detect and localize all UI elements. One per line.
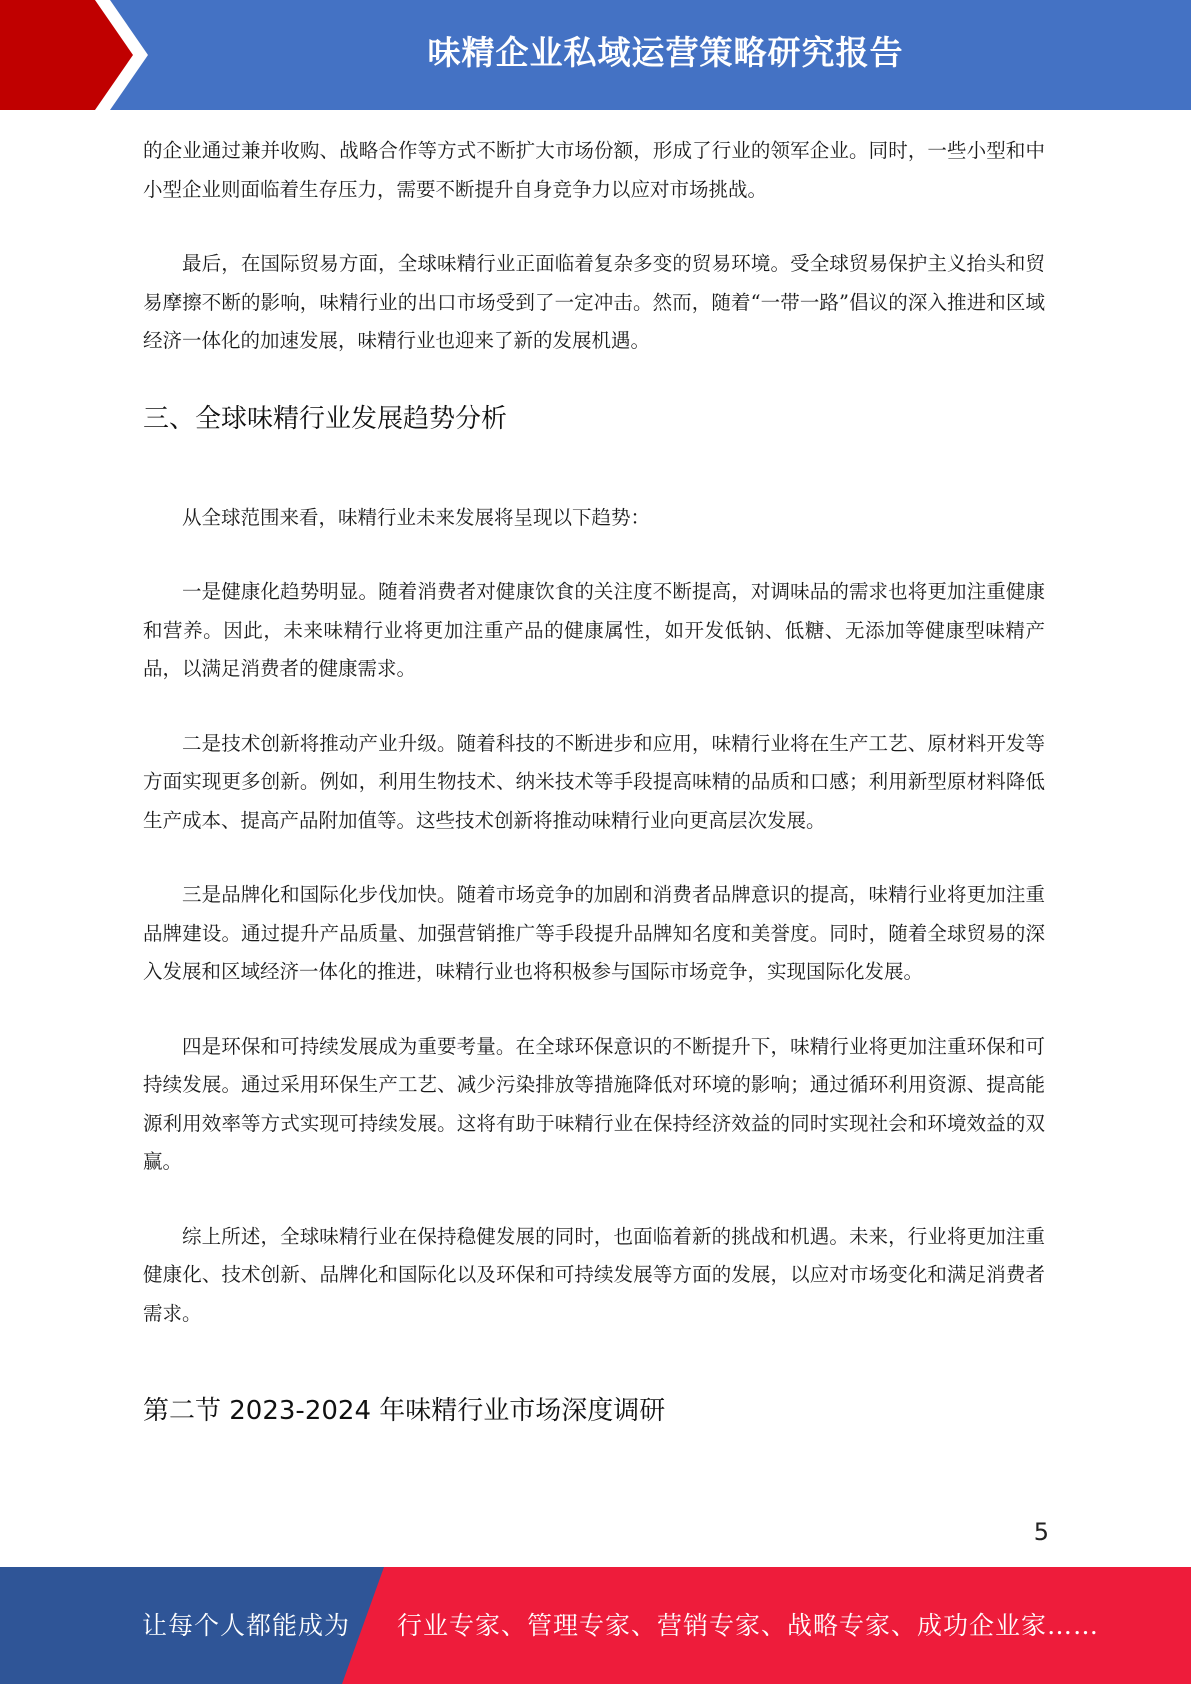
header-arrow-decoration — [0, 0, 160, 110]
footer-slogan-left: 让每个人都能成为 — [142, 1611, 351, 1640]
paragraph-trend-branding: 三是品牌化和国际化步伐加快。随着市场竞争的加剧和消费者品牌意识的提高，味精行业将更加注重品牌建设。通过提升产品质量、加强营销推广等手段提升品牌知名度和美誉度。同时，随着全球贸易的深入发展和区域经济一体化的推进，味精行业也将积极参与国际市场竞争，实现国际化发展。 — [143, 883, 1045, 983]
paragraph-international-trade: 最后，在国际贸易方面，全球味精行业正面临着复杂多变的贸易环境。受全球贸易保护主义抬头和贸易摩擦不断的影响，味精行业的出口市场受到了一定冲击。然而，随着“一带一路”倡议的深入推进和区域经济一体化的加速发展，味精行业也迎来了新的发展机遇。 — [143, 252, 1045, 352]
section-heading: 三、全球味精行业发展趋势分析 — [143, 403, 508, 434]
paragraph-trend-health: 一是健康化趋势明显。随着消费者对健康饮食的关注度不断提高，对调味品的需求也将更加注重健康和营养。因此，未来味精行业将更加注重产品的健康属性，如开发低钠、低糖、无添加等健康型味精产品，以满足消费者的健康需求。 — [143, 580, 1045, 680]
page-header — [0, 0, 1191, 110]
page-content — [143, 132, 1045, 1491]
header-red-block — [0, 0, 148, 110]
paragraph-trends-intro: 从全球范围来看，味精行业未来发展将呈现以下趋势： — [182, 505, 651, 529]
paragraph-trend-technology: 二是技术创新将推动产业升级。随着科技的不断进步和应用，味精行业将在生产工艺、原材料开发等方面实现更多创新。例如，利用生物技术、纳米技术等手段提高味精的品质和口感；利用新型原材料降低生产成本、提高产品附加值等。这些技术创新将推动味精行业向更高层次发展。 — [143, 731, 1045, 832]
subsection-heading: 第二节 2023-2024 年味精行业市场深度调研 — [143, 1396, 666, 1426]
page-footer — [0, 1567, 1191, 1684]
paragraph-continued: 的企业通过兼并收购、战略合作等方式不断扩大市场份额，形成了行业的领军企业。同时，一些小型和中小型企业则面临着生存压力，需要不断提升自身竞争力以应对市场挑战。 — [143, 139, 1045, 201]
paragraph-trend-sustainability: 四是环保和可持续发展成为重要考量。在全球环保意识的不断提升下，味精行业将更加注重环保和可持续发展。通过采用环保生产工艺、减少污染排放等措施降低对环境的影响；通过循环利用资源、提高能源利用效率等方式实现可持续发展。这将有助于味精行业在保持经济效益的同时实现社会和环境效益的双赢。 — [143, 1034, 1045, 1173]
page-number: 5 — [1033, 1518, 1049, 1546]
paragraph-summary: 综上所述，全球味精行业在保持稳健发展的同时，也面临着新的挑战和机遇。未来，行业将更加注重健康化、技术创新、品牌化和国际化以及环保和可持续发展等方面的发展，以应对市场变化和满足消费者需求。 — [143, 1224, 1045, 1325]
report-title: 味精企业私域运营策略研究报告 — [427, 33, 904, 72]
footer-slogan-right: 行业专家、管理专家、营销专家、战略专家、成功企业家…… — [397, 1611, 1100, 1640]
